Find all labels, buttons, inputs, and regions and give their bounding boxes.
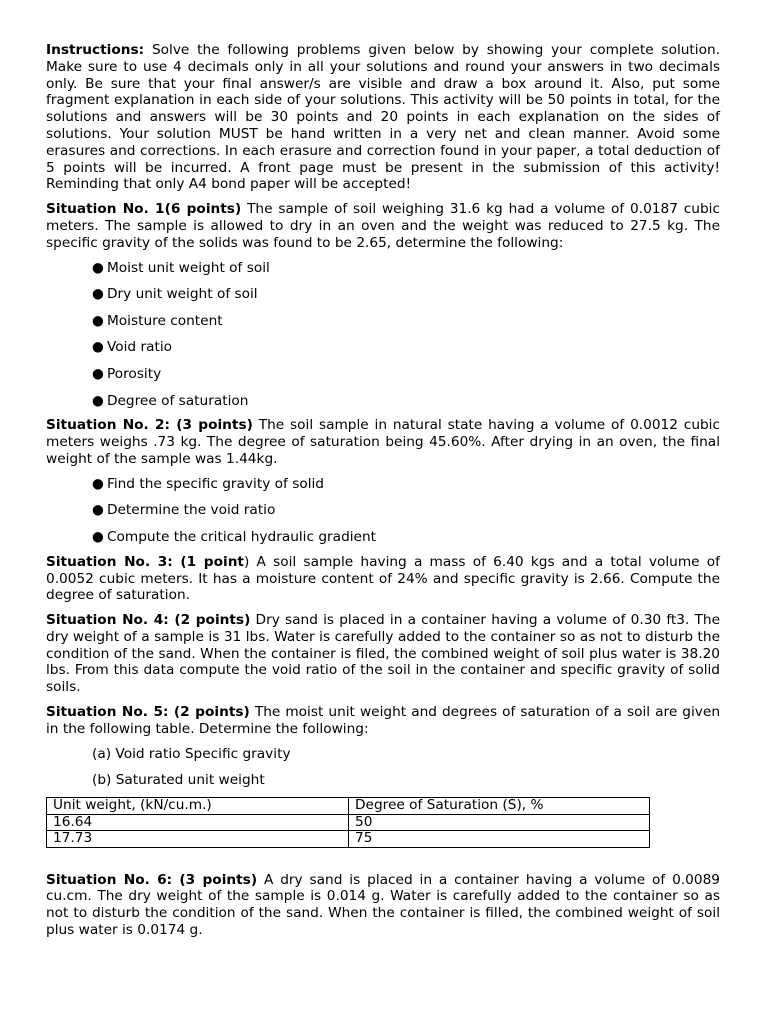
- table-header-cell: Unit weight, (kN/cu.m.): [47, 798, 349, 815]
- list-item-text: Porosity: [106, 365, 162, 382]
- situation-4-text: Dry sand is placed in a container having a volume of 0.30 ft3. The dry weight of a sample is 31 lbs. Water is carefully added to the container so as not to disturb the condition of the sand. When the container is filed, the combined weight of soil plus water is 38.20 lbs. From this data compute the void ratio of the soil in the container and specific gravity of solid soils.: [46, 612, 720, 696]
- list-item: [92, 286, 720, 303]
- situation-2-text: The soil sample in natural state having a volume of 0.0012 cubic meters weighs .73 kg. The degree of saturation being 45.60%. After drying in an oven, the final weight of the sample was 1.44kg.: [46, 417, 721, 467]
- situation-1-text: The sample of soil weighing 31.6 kg had a volume of 0.0187 cubic meters. The sample is allowed to dry in an oven and the weight was reduced to 27.5 kg. The specific gravity of the solids was found to be 2.65, determine the following:: [46, 201, 720, 251]
- situation-3-label: Situation No. 3: (1 point: [46, 553, 244, 570]
- situation-5-text: The moist unit weight and degrees of saturation of a soil are given in the following table. Determine the following:: [46, 704, 720, 737]
- table-cell: 17.73: [47, 831, 349, 848]
- situation-5-parts: [92, 746, 720, 789]
- list-item-text: Void ratio: [106, 339, 173, 356]
- bullet-icon: ●: [92, 365, 104, 382]
- list-item-text: Find the specific gravity of solid: [106, 475, 324, 492]
- bullet-icon: ●: [92, 392, 104, 409]
- list-item: [92, 366, 720, 383]
- situation-1-list: [92, 260, 720, 410]
- bullet-icon: ●: [92, 312, 104, 329]
- bullet-icon: ●: [92, 286, 104, 303]
- bullet-icon: ●: [92, 339, 104, 356]
- list-item: [92, 502, 720, 519]
- situation-6-paragraph: [46, 872, 720, 939]
- bullet-icon: ●: [92, 475, 104, 492]
- instructions-text: Solve the following problems given below by showing your complete solution. Make sure to use 4 decimals only in all your solutions and round your answers in two decimals only. Be sure that your final answer/s are visible and draw a box around it. Also, put some fragment explanation in each side of your solutions. This activity will be 50 points in total, for the solutions and answers will be 30 points and 20 points in each explanation on the sides of solutions. Your solution MUST be hand written in a very net and clean manner. Avoid some erasures and corrections. In each erasure and correction found in your paper, a total deduction of 5 points will be incurred. A front page must be present in the submission of this activity! Reminding that only A4 bond paper will be accepted!: [46, 42, 720, 193]
- table-cell: 75: [349, 831, 650, 848]
- table-header-cell: Degree of Saturation (S), %: [349, 798, 650, 815]
- situation-1-label: Situation No. 1(6 points): [46, 201, 242, 218]
- list-item: [92, 529, 720, 546]
- table-header-row: [47, 798, 650, 815]
- bullet-icon: ●: [92, 259, 104, 276]
- saturation-table: [46, 797, 650, 848]
- situation-3-text: ) A soil sample having a mass of 6.40 kgs and a total volume of 0.0052 cubic meters. It has a moisture content of 24% and specific gravity is 2.66. Compute the degree of saturation.: [46, 553, 720, 604]
- document-page: [46, 42, 720, 947]
- situation-2-list: [92, 476, 720, 546]
- situation-5-label: Situation No. 5: (2 points): [46, 704, 250, 721]
- list-item: [92, 339, 720, 356]
- table-row: [47, 831, 650, 848]
- situation-4-paragraph: [46, 612, 720, 696]
- situation-1-paragraph: [46, 201, 720, 251]
- bullet-icon: ●: [92, 502, 104, 519]
- situation-4-label: Situation No. 4: (2 points): [46, 612, 251, 629]
- table-cell: 16.64: [47, 814, 349, 831]
- instructions-paragraph: [46, 42, 720, 193]
- list-item-text: Moisture content: [106, 312, 223, 329]
- part-item: (b) Saturated unit weight: [92, 772, 265, 789]
- list-item-text: Compute the critical hydraulic gradient: [106, 528, 377, 545]
- situation-6-text: A dry sand is placed in a container having a volume of 0.0089 cu.cm. The dry weight of the sample is 0.014 g. Water is carefully added to the container so as not to disturb the condition of the sand. When the container is filled, the combined weight of soil plus water is 0.0174 g.: [46, 871, 720, 938]
- situation-3-paragraph: [46, 554, 720, 604]
- situation-2-paragraph: [46, 417, 720, 467]
- table-cell: 50: [349, 814, 650, 831]
- situation-2-label: Situation No. 2: (3 points): [46, 417, 253, 434]
- list-item-text: Degree of saturation: [106, 392, 249, 409]
- list-item-text: Determine the void ratio: [106, 502, 276, 519]
- list-item-text: Dry unit weight of soil: [106, 286, 258, 303]
- bullet-icon: ●: [92, 528, 104, 545]
- list-item: [92, 260, 720, 277]
- instructions-label: Instructions:: [46, 42, 145, 58]
- list-item: [92, 313, 720, 330]
- part-item: (a) Void ratio Specific gravity: [92, 745, 291, 762]
- list-item: [92, 476, 720, 493]
- table-row: [47, 814, 650, 831]
- situation-5-paragraph: [46, 704, 720, 738]
- situation-6-label: Situation No. 6: (3 points): [46, 871, 258, 888]
- list-item: [92, 393, 720, 410]
- list-item-text: Moist unit weight of soil: [106, 259, 270, 276]
